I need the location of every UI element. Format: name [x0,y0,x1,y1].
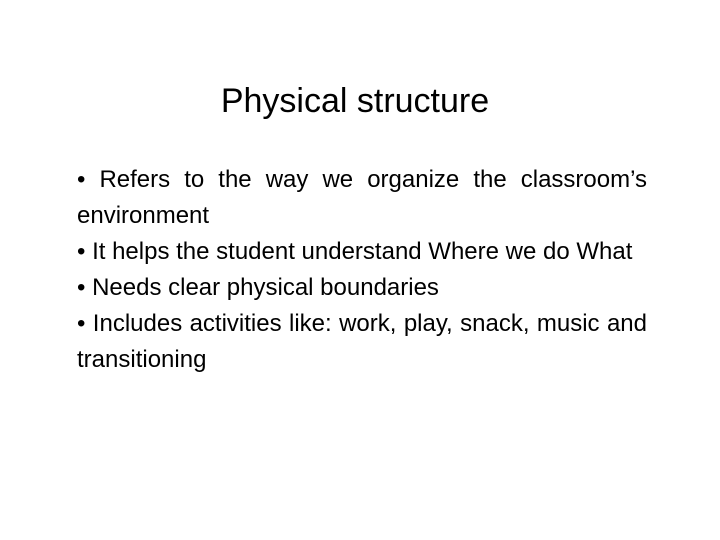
bullet-list [77,162,647,378]
slide-title: Physical structure [220,82,490,120]
bullet-item: • Includes activities like: work, play, snack, music and transitioning [77,310,647,373]
bullet-item: • Refers to the way we organize the classroom’s environment [77,166,647,229]
bullet-item: • Needs clear physical boundaries [77,274,439,301]
bullet-item: • It helps the student understand Where we do What [77,238,633,265]
